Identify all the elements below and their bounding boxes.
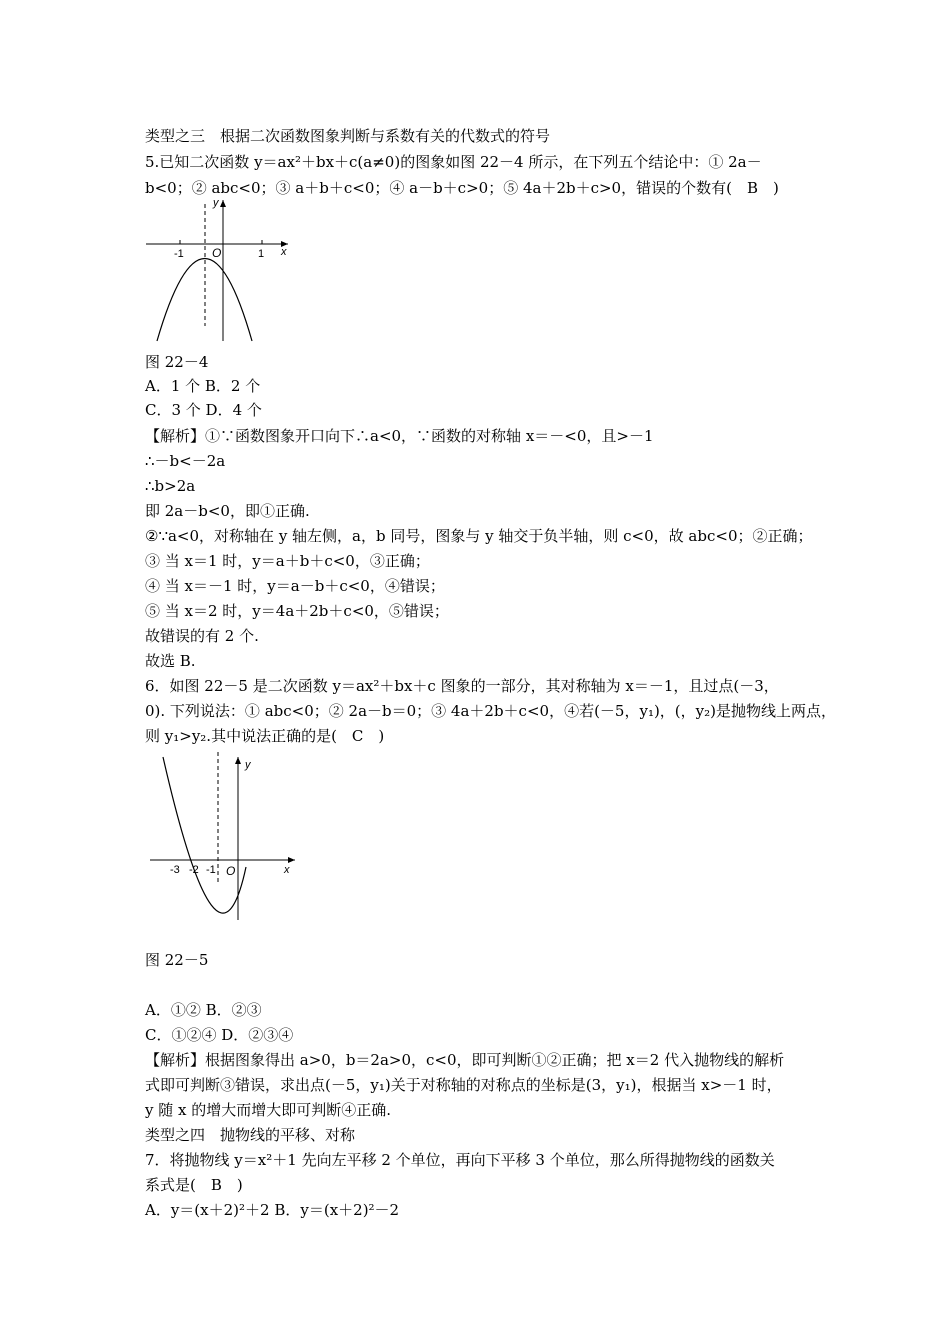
y-axis-arrow [220, 200, 226, 207]
question-5-line-1: 5.已知二次函数 y＝ax²＋bx＋c(a≠0)的图象如图 22－4 所示，在下列五个结论中：① 2a－ [145, 153, 762, 171]
tick-label-neg-1: -1 [174, 248, 184, 260]
x-axis-arrow [288, 857, 295, 863]
tick-label-neg-1: -1 [206, 864, 216, 876]
tick-label-pos-1: 1 [258, 248, 265, 260]
tick-label-neg-2: -2 [189, 864, 199, 876]
q5-analysis-3: ∴b>2a [145, 477, 196, 495]
origin-label: O [226, 864, 236, 878]
tick-label-neg-3: -3 [170, 864, 180, 876]
question-6-line-3: 则 y₁>y₂.其中说法正确的是( C ) [145, 727, 385, 745]
x-axis-label: x [281, 246, 287, 258]
q5-answer: 故选 B. [145, 652, 196, 670]
q5-analysis-9: 故错误的有 2 个. [145, 627, 259, 645]
question-6-options-cd: C．①②④ D．②③④ [145, 1026, 294, 1044]
figure-22-4-caption: 图 22－4 [145, 353, 209, 371]
question-5-line-2: b<0；② abc<0；③ a＋b＋c<0；④ a－b＋c>0；⑤ 4a＋2b＋c>0，错误的个数有( B ) [145, 179, 779, 197]
figure-22-5 [145, 752, 300, 922]
y-axis-label: y [245, 759, 251, 771]
question-7-line-2: 系式是( B ) [145, 1176, 243, 1194]
question-6-line-2: 0). 下列说法：① abc<0；② 2a－b＝0；③ 4a＋2b＋c<0，④若(－5，y₁)，(，y₂)是抛物线上两点， [145, 702, 836, 720]
question-7-line-1: 7．将抛物线 y＝x²＋1 先向左平移 2 个单位，再向下平移 3 个单位，那么所得抛物线的函数关 [145, 1151, 775, 1169]
q6-analysis-2: 式即可判断③错误，求出点(－5，y₁)关于对称轴的对称点的坐标是(3，y₁)，根据当 x>－1 时， [145, 1076, 782, 1094]
question-5-options-ab: A．1 个 B．2 个 [145, 377, 261, 395]
y-axis-arrow [235, 757, 241, 764]
question-6-line-1: 6．如图 22－5 是二次函数 y＝ax²＋bx＋c 图象的一部分，其对称轴为 x＝－1，且过点(－3， [145, 677, 779, 695]
x-axis-label: x [284, 864, 290, 876]
figure-22-4 [140, 196, 295, 346]
y-axis-label: y [213, 197, 219, 209]
figure-22-5-caption: 图 22－5 [145, 951, 209, 969]
q6-analysis-1: 【解析】根据图象得出 a>0，b＝2a>0，c<0，即可判断①②正确；把 x＝2 代入抛物线的解析 [145, 1051, 785, 1069]
origin-label: O [212, 246, 222, 260]
q5-analysis-4: 即 2a－b<0，即①正确. [145, 502, 310, 520]
parabola [163, 757, 246, 913]
question-7-options-ab: A．y＝(x＋2)²＋2 B．y＝(x＋2)²－2 [145, 1201, 400, 1219]
q5-analysis-7: ④ 当 x＝－1 时，y＝a－b＋c<0，④错误； [145, 577, 445, 595]
q5-analysis-8: ⑤ 当 x＝2 时，y＝4a＋2b＋c<0，⑤错误； [145, 602, 449, 620]
q5-analysis-5: ②∵a<0，对称轴在 y 轴左侧，a，b 同号，图象与 y 轴交于负半轴，则 c<0，故 abc<0；②正确； [145, 527, 813, 545]
question-6-options-ab: A．①② B．②③ [145, 1001, 262, 1019]
q5-analysis-2: ∴－b<－2a [145, 452, 226, 470]
section-heading-4: 类型之四 抛物线的平移、对称 [145, 1126, 356, 1144]
q6-analysis-3: y 随 x 的增大而增大即可判断④正确. [145, 1101, 392, 1119]
q5-analysis-6: ③ 当 x＝1 时，y＝a＋b＋c<0，③正确； [145, 552, 430, 570]
question-5-options-cd: C．3 个 D．4 个 [145, 401, 262, 419]
section-heading-3: 类型之三 根据二次函数图象判断与系数有关的代数式的符号 [145, 127, 551, 145]
q5-analysis-1: 【解析】①∵函数图象开口向下∴a<0，∵函数的对称轴 x＝－<0，且>－1 [145, 427, 654, 445]
